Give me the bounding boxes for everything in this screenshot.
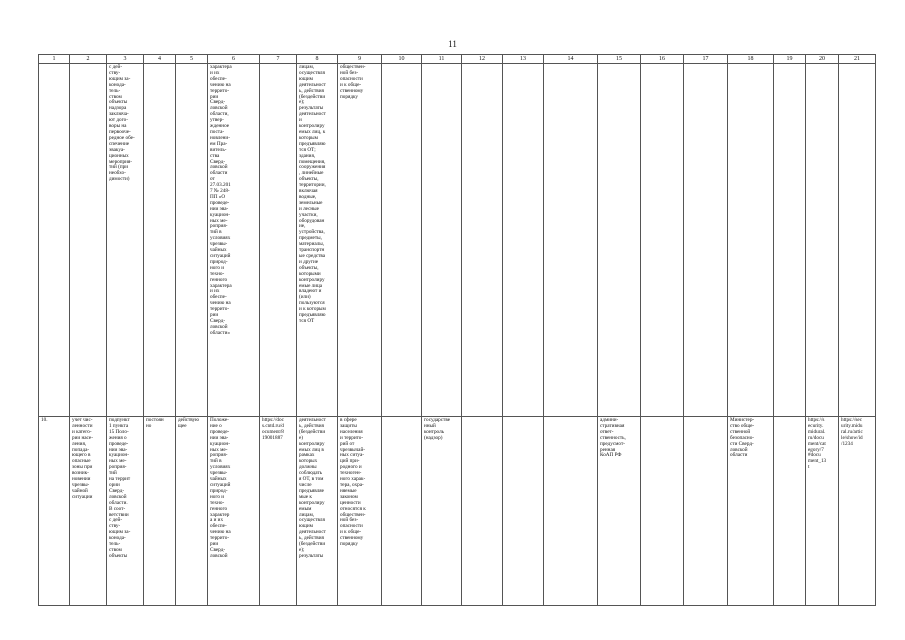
table-cell xyxy=(598,64,641,417)
table-cell xyxy=(806,417,839,606)
cell-text: Министер- ство обще- ственной безопасно- сти Сверд- ловской области xyxy=(730,417,755,459)
table-cell xyxy=(462,417,503,606)
cell-text: лицам, осуществля ющим деятельност ь, действия (бездействи е); результаты деятельност и контролиру емых лиц, к которым предъявляю тся ОТ; здания, помещения, сооружения , линейные объекты, территории, включая водные, земельные и лесные участки, оборудован ие, устройства, предметы, материалы, транспортн ые средства и другие объекты, которыми контролиру емые лица владеют и (или) пользуются и к которым предъявляю тся ОТ xyxy=(299,64,326,324)
table-cell xyxy=(176,417,208,606)
cell-text: государстве нный контроль (надзор) xyxy=(424,417,451,441)
table-cell xyxy=(382,64,422,417)
column-number: 2 xyxy=(70,55,107,64)
column-number: 5 xyxy=(176,55,208,64)
page-number: 11 xyxy=(448,39,457,49)
column-number: 11 xyxy=(422,55,462,64)
column-number: 20 xyxy=(806,55,839,64)
cell-text: подпункт 1 пункта 15 Поло- жения о проведе- нии эва- куацион- ных ме- роприя- тий на террит ории Сверд- ловской области. В соот- ветствии с дей- ству- ющим за- конода- тель- ством объекты xyxy=(109,417,131,559)
table-cell xyxy=(774,417,806,606)
cell-text: характера и их обеспе- чению на террито- рии Сверд- ловской области, утвер- жденное поста- новлени- ем Пра- витель- ства Сверд- ловской области от 27.03.201 7 № 248- ПП «О проведе- нии эва- куацион- ных ме- роприя- тий в условиях чрезвы- чайных ситуаций природ- ного и техно- генного характера и их обеспе- чению на террито- рии Сверд- ловской области» xyxy=(210,64,232,336)
table-cell xyxy=(684,417,728,606)
table-cell xyxy=(462,64,503,417)
table-cell xyxy=(503,417,544,606)
column-number: 9 xyxy=(338,55,382,64)
table-cell xyxy=(598,417,641,606)
column-number: 1 xyxy=(39,55,70,64)
column-number: 6 xyxy=(208,55,260,64)
cell-text: Положе- ние о проведе- нии эва- куацион- ных ме- роприя- тий в условиях чрезвы- чайных ситуаций природ- ного и техно- генного характер а и их обеспе- чению на террито- рии Сверд- ловской xyxy=(210,417,231,559)
column-number: 3 xyxy=(107,55,144,64)
table-cell xyxy=(422,417,462,606)
table-cell xyxy=(208,64,260,417)
table-cell xyxy=(544,64,598,417)
column-number: 15 xyxy=(598,55,641,64)
table-cell xyxy=(208,417,260,606)
table-cell xyxy=(382,417,422,606)
table-cell xyxy=(544,417,598,606)
document-link[interactable]: https://doc s.cntd.ru/d ocument/8 19001887 xyxy=(262,417,284,441)
document-link[interactable]: https://s ecurity. midural. ru/docu ment/cat egory/7 #docu ment_13 t xyxy=(808,417,827,471)
cell-text: действую щее xyxy=(178,417,200,429)
table-cell xyxy=(144,417,176,606)
table-cell xyxy=(774,64,806,417)
cell-text: админи- стративная ответ- ственность, предусмот- ренная КоАП РФ xyxy=(600,417,626,459)
table-cell xyxy=(839,417,876,606)
table-cell xyxy=(260,64,297,417)
cell-text: 10. xyxy=(41,417,48,423)
table-cell xyxy=(338,417,382,606)
table-cell xyxy=(144,64,176,417)
column-number: 12 xyxy=(462,55,503,64)
cell-text: постоян но xyxy=(146,417,164,429)
table-cell xyxy=(806,64,839,417)
table-cell xyxy=(70,417,107,606)
column-number: 4 xyxy=(144,55,176,64)
cell-text: с дей- ству- ющим за- конода- тель- ством объекты надзора заключа- ют дого- воры на первооче- редное обе- спечение эвакуа- ционных мероприя- тий (при необхо- димости) xyxy=(109,64,135,183)
table-cell xyxy=(297,417,338,606)
cell-text: обществен- ной без- опасности и к обще- ственному порядку xyxy=(340,64,366,100)
column-number: 18 xyxy=(728,55,774,64)
column-number: 21 xyxy=(839,55,876,64)
column-number: 17 xyxy=(684,55,728,64)
table-cell xyxy=(728,64,774,417)
document-link[interactable]: https://sec urity.midu ral.ru/artic le/show/id /1234 xyxy=(841,417,863,447)
table-cell xyxy=(728,417,774,606)
table-cell xyxy=(107,417,144,606)
cell-text: деятельност ь, действия (бездействи е) контролиру емых лиц в рамках которых должны соблюдать я ОТ, в том числе предъявляе мые к контролиру емым лицам, осуществля ющим деятельност ь, действия (бездействи е); результаты xyxy=(299,417,326,559)
header-row xyxy=(39,55,876,64)
table-cell xyxy=(839,64,876,417)
register-table xyxy=(38,54,876,606)
table-cell xyxy=(641,64,684,417)
table-cell xyxy=(641,417,684,606)
table-cell xyxy=(297,64,338,417)
table-cell xyxy=(260,417,297,606)
column-number: 8 xyxy=(297,55,338,64)
table-cell xyxy=(503,64,544,417)
table-cell xyxy=(176,64,208,417)
column-number: 7 xyxy=(260,55,297,64)
cell-text: учет чис- ленности и катего- рии насе- ления, попада- ющего в опасные зоны при возник- новении чрезвы- чайной ситуации xyxy=(72,417,93,500)
column-number: 14 xyxy=(544,55,598,64)
table-cell xyxy=(70,64,107,417)
table-cell xyxy=(422,64,462,417)
table-cell xyxy=(107,64,144,417)
table-row xyxy=(39,417,876,606)
column-number: 10 xyxy=(382,55,422,64)
column-number: 19 xyxy=(774,55,806,64)
table-row xyxy=(39,64,876,417)
cell-text: в сфере защиты населения и террито- рий от чрезвычай- ных ситуа- ций при- родного и техноген- ного харак- тера, охра- няемые законом ценности относятся к обществен- ной без- опасности и к обще- ственному порядку xyxy=(340,417,366,548)
row-number-cell xyxy=(39,417,70,606)
column-number: 16 xyxy=(641,55,684,64)
table-cell xyxy=(338,64,382,417)
column-number: 13 xyxy=(503,55,544,64)
table-cell xyxy=(684,64,728,417)
table-cell xyxy=(39,64,70,417)
